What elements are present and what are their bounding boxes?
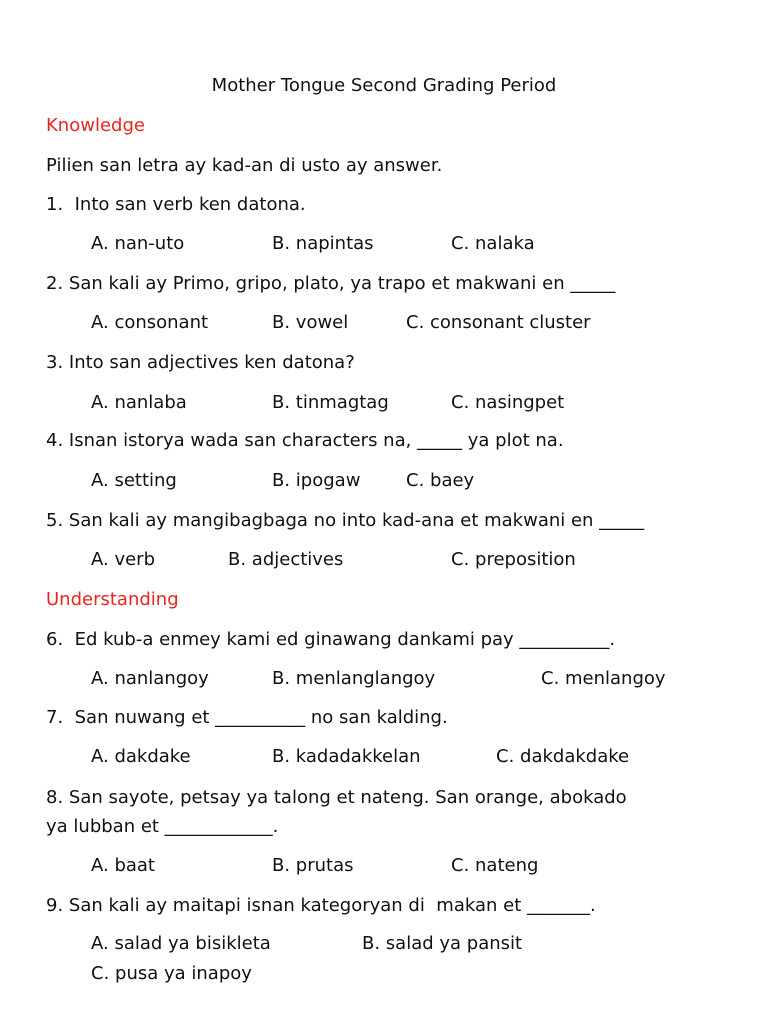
- question-6-option-a: A. nanlangoy: [91, 668, 209, 689]
- question-8-line-2: ya lubban et ____________.: [46, 816, 279, 837]
- page-title: Mother Tongue Second Grading Period: [211, 75, 557, 96]
- question-6: 6. Ed kub-a enmey kami ed ginawang dankami pay __________.: [46, 629, 616, 650]
- question-8-option-a: A. baat: [91, 855, 155, 876]
- question-4-option-a: A. setting: [91, 470, 177, 491]
- question-8-option-c: C. nateng: [451, 855, 539, 876]
- question-2: 2. San kali ay Primo, gripo, plato, ya trapo et makwani en _____: [46, 273, 616, 294]
- question-2-option-c: C. consonant cluster: [406, 312, 591, 333]
- section-heading-knowledge: Knowledge: [46, 115, 145, 136]
- question-5-option-a: A. verb: [91, 549, 155, 570]
- question-6-option-b: B. menlanglangoy: [272, 668, 436, 689]
- question-1-option-c: C. nalaka: [451, 233, 535, 254]
- question-9-option-c: C. pusa ya inapoy: [91, 963, 252, 984]
- question-7: 7. San nuwang et __________ no san kalding.: [46, 707, 448, 728]
- question-6-option-c: C. menlangoy: [541, 668, 666, 689]
- question-7-option-b: B. kadadakkelan: [272, 746, 421, 767]
- question-4-option-b: B. ipogaw: [272, 470, 361, 491]
- question-1: 1. Into san verb ken datona.: [46, 194, 306, 215]
- question-3-option-c: C. nasingpet: [451, 392, 565, 413]
- question-5-option-c: C. preposition: [451, 549, 576, 570]
- question-2-option-a: A. consonant: [91, 312, 209, 333]
- section-heading-understanding: Understanding: [46, 589, 179, 610]
- question-7-option-c: C. dakdakdake: [496, 746, 630, 767]
- question-4: 4. Isnan istorya wada san characters na, _____ ya plot na.: [46, 430, 564, 451]
- question-5-option-b: B. adjectives: [228, 549, 344, 570]
- question-8-option-b: B. prutas: [272, 855, 354, 876]
- question-2-option-b: B. vowel: [272, 312, 349, 333]
- question-4-option-c: C. baey: [406, 470, 475, 491]
- question-9: 9. San kali ay maitapi isnan kategoryan di makan et _______.: [46, 895, 596, 916]
- question-8-line-1: 8. San sayote, petsay ya talong et nateng. San orange, abokado: [46, 787, 627, 808]
- question-1-option-b: B. napintas: [272, 233, 374, 254]
- question-5: 5. San kali ay mangibagbaga no into kad-ana et makwani en _____: [46, 510, 645, 531]
- question-1-option-a: A. nan-uto: [91, 233, 185, 254]
- question-7-option-a: A. dakdake: [91, 746, 191, 767]
- question-3-option-b: B. tinmagtag: [272, 392, 389, 413]
- question-9-option-a: A. salad ya bisikleta: [91, 933, 271, 954]
- question-3: 3. Into san adjectives ken datona?: [46, 352, 355, 373]
- question-3-option-a: A. nanlaba: [91, 392, 187, 413]
- instructions: Pilien san letra ay kad-an di usto ay answer.: [46, 155, 443, 176]
- question-9-option-b: B. salad ya pansit: [362, 933, 523, 954]
